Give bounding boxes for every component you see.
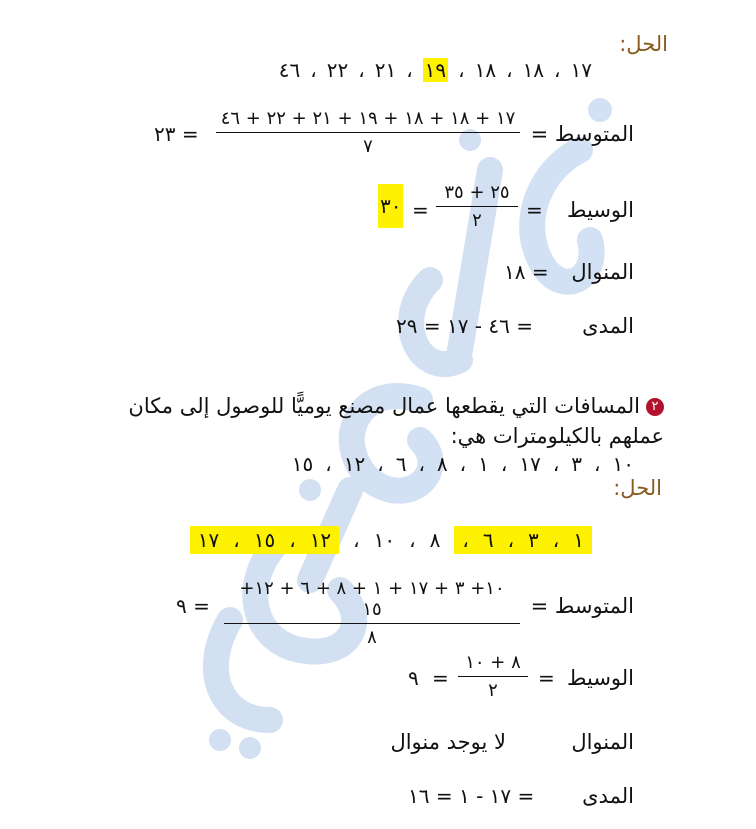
solution-label-2: الحل:: [613, 476, 662, 500]
mean-fraction-2: [224, 578, 520, 648]
median-eq-1: =: [526, 198, 543, 222]
median-fraction-1: [436, 182, 518, 231]
lower-group-highlight: [454, 526, 592, 554]
data-value: ١٨: [474, 58, 497, 82]
separator-comma: ،: [459, 452, 467, 476]
median-highlight-value: ١٩: [424, 58, 447, 82]
data-value: ٣: [528, 528, 539, 552]
data-value: ٣: [571, 452, 583, 476]
median-denominator-2: ٢: [488, 680, 498, 701]
range-label-1: المدى: [582, 314, 634, 338]
separator-comma: ،: [325, 452, 332, 476]
question-line-2: عملهم بالكيلومترات هي:: [450, 424, 664, 448]
data-value: ٢١: [374, 58, 397, 82]
data-value: ١٧: [197, 528, 220, 552]
range-label-2: المدى: [582, 784, 634, 808]
median-result-highlight-1: ٣٠: [378, 184, 403, 228]
mean-fraction-1: [216, 108, 520, 157]
data-value: ١٠: [373, 528, 396, 552]
data-value: ٨: [436, 452, 448, 476]
mean-numerator-1: ١٧ + ١٨ + ١٨ + ١٩ + ٢١ + ٢٢ + ٤٦: [216, 108, 520, 133]
separator-comma: ،: [500, 452, 508, 476]
median-eq-2: =: [538, 666, 555, 690]
mean-label-1: المتوسط =: [530, 122, 634, 146]
separator-comma: ،: [289, 528, 296, 552]
mean-label-2: المتوسط =: [530, 594, 634, 618]
data-value: ١٧: [570, 58, 592, 82]
data-value: ١٠: [612, 452, 634, 476]
range-value-1: = ٤٦ - ١٧ = ٢٩: [396, 314, 533, 338]
median-numerator-2: ٨ + ١٠: [458, 652, 528, 677]
question-number-badge: ٢: [646, 398, 664, 416]
separator-comma: ،: [353, 528, 360, 552]
question-line-1: [128, 394, 664, 418]
separator-comma: ،: [554, 58, 561, 82]
data-value: ١: [478, 452, 489, 476]
data-value: ١٥: [253, 528, 276, 552]
mode-label-1: المنوال: [571, 260, 634, 284]
mean-denominator-2: ٨: [367, 627, 377, 648]
question-text-1: المسافات التي يقطعها عمال مصنع يوميًّا للوصول إلى مكان: [128, 394, 640, 418]
median-label-2: الوسيط: [567, 666, 634, 690]
separator-comma: ،: [377, 452, 384, 476]
separator-comma: ،: [310, 58, 317, 82]
data-value: ١٢: [343, 452, 366, 476]
separator-comma: ،: [406, 58, 413, 82]
data-value: ١٧: [519, 452, 541, 476]
sorted-data-row-1: [279, 58, 592, 82]
range-value-2: = ١٧ - ١ = ١٦: [408, 784, 535, 808]
data-value: ٢٢: [326, 58, 349, 82]
mode-value-2: لا يوجد منوال: [390, 730, 506, 754]
data-value: ١٨: [522, 58, 545, 82]
separator-comma: ،: [594, 452, 601, 476]
median-eq2-1: =: [412, 198, 429, 222]
mean-result-1: = ٢٣: [154, 122, 199, 146]
median-denominator-1: ٢: [472, 210, 482, 231]
separator-comma: ،: [506, 58, 513, 82]
sorted-data-row-2: [190, 526, 592, 554]
median-numerator-1: ٢٥ + ٣٥: [436, 182, 518, 207]
separator-comma: ،: [358, 58, 365, 82]
median-fraction-2: [458, 652, 528, 701]
mean-result-2: = ٩: [176, 594, 210, 618]
median-label-1: الوسيط: [567, 198, 634, 222]
separator-comma: ،: [507, 528, 515, 552]
svg-text:أحمد صالح الليثي: أحمد صالح الليثي: [160, 5, 274, 24]
separator-comma: ،: [418, 452, 425, 476]
data-value: ١٢: [309, 528, 332, 552]
separator-comma: ،: [409, 528, 416, 552]
data-value: ٤٦: [278, 58, 301, 82]
data-value: ١٥: [291, 452, 314, 476]
separator-comma: ،: [233, 528, 240, 552]
mode-label-2: المنوال: [571, 730, 634, 754]
median-eq2-2: =: [432, 666, 449, 690]
data-row-2: [292, 452, 634, 476]
mean-denominator-1: ٧: [363, 136, 373, 157]
separator-comma: ،: [462, 528, 469, 552]
mode-value-1: = ١٨: [504, 260, 549, 284]
upper-group-highlight: [190, 526, 339, 554]
data-value: ٦: [482, 528, 494, 552]
data-value: ١: [573, 528, 584, 552]
solution-label-1: الحل:: [619, 32, 668, 56]
data-value: ٨: [429, 528, 441, 552]
mean-numerator-2: ١٠+ ٣ + ١٧ + ١ + ٨ + ٦ + ١٢+ ١٥: [224, 578, 520, 624]
separator-comma: ،: [552, 452, 560, 476]
data-value: ٦: [395, 452, 407, 476]
separator-comma: ،: [458, 58, 465, 82]
median-result-2: ٩: [408, 666, 419, 690]
separator-comma: ،: [552, 528, 560, 552]
